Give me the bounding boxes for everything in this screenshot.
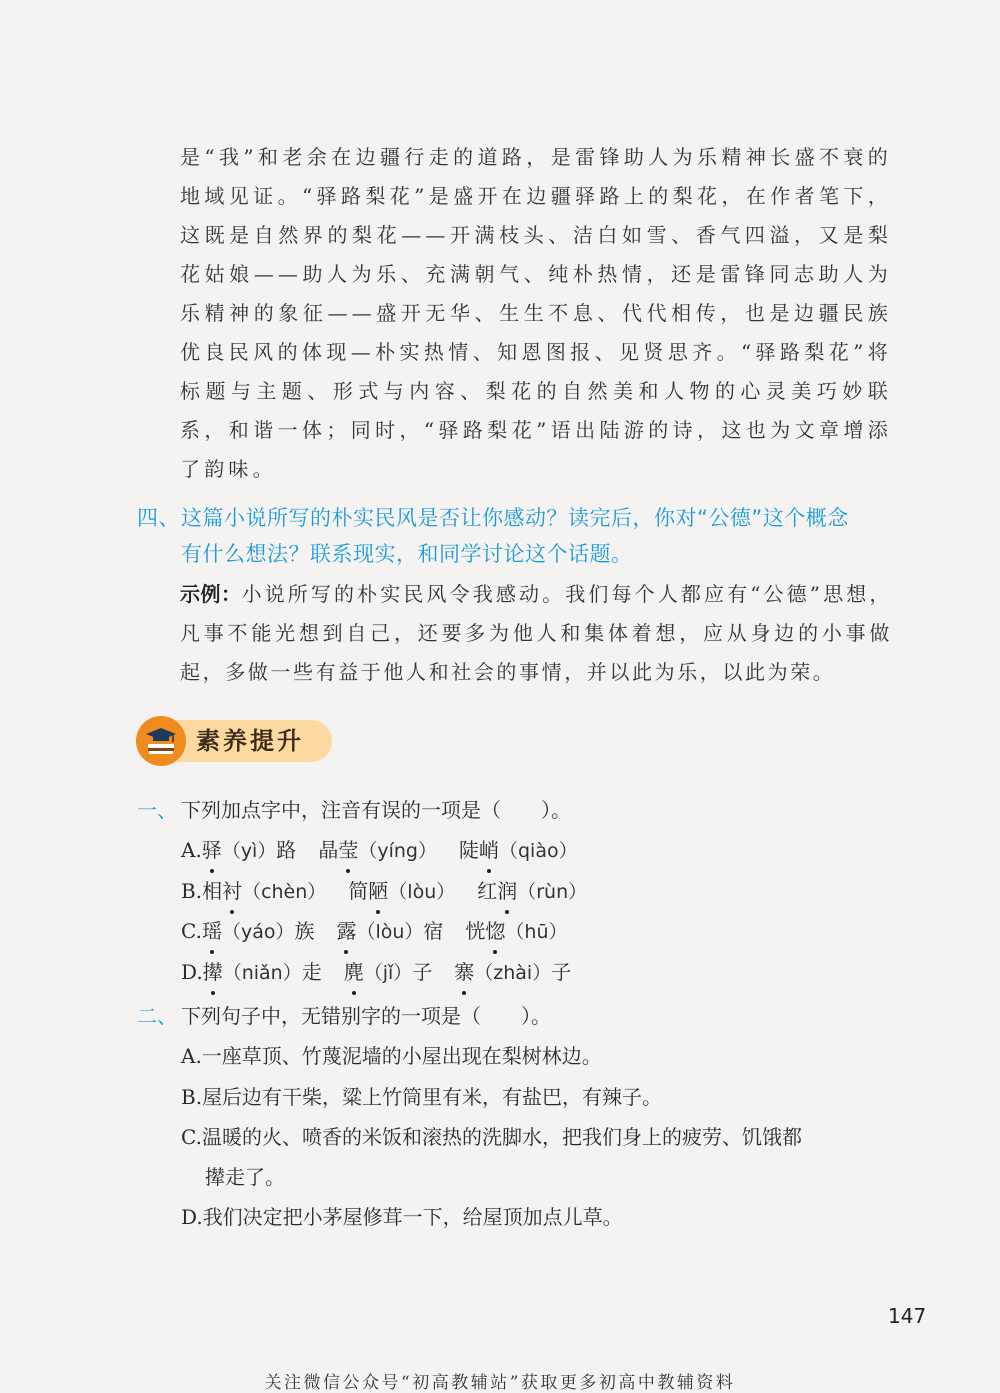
question-2 xyxy=(137,996,907,1238)
question-1-options xyxy=(137,830,907,992)
question-2-options xyxy=(137,1036,907,1238)
option-letter: B. xyxy=(181,878,203,903)
question-1-option xyxy=(137,871,907,912)
option-letter: D. xyxy=(181,1205,203,1229)
question-1-option xyxy=(137,911,907,952)
dotted-character: 露 xyxy=(336,911,356,951)
pinyin: （zhài） xyxy=(474,961,552,984)
question-2-option xyxy=(137,1117,907,1197)
dotted-character: 驿 xyxy=(202,830,222,870)
page-number: 147 xyxy=(888,1304,927,1328)
word-prefix: 相 xyxy=(202,878,223,903)
option-word xyxy=(336,911,443,952)
question-4-line1: 这篇小说所写的朴实民风是否让你感动？读完后，你对“公德”这个概念 xyxy=(181,506,849,530)
word-suffix: 子 xyxy=(412,959,433,984)
question-1-text: 下列加点字中，注音有误的一项是（ ）。 xyxy=(181,798,571,822)
pinyin: （rùn） xyxy=(517,880,588,903)
option-word xyxy=(202,871,326,912)
word-suffix: 走 xyxy=(301,959,322,984)
pinyin: （yáo） xyxy=(221,921,295,943)
pinyin: （niǎn） xyxy=(222,961,302,984)
option-word xyxy=(348,871,455,912)
option-word xyxy=(477,871,587,912)
dotted-character: 撵 xyxy=(203,952,223,992)
dotted-character: 麂 xyxy=(344,952,364,992)
word-prefix: 恍 xyxy=(465,919,486,943)
word-prefix: 简 xyxy=(348,878,369,903)
option-letter: A. xyxy=(181,1044,202,1068)
option-word xyxy=(459,830,578,871)
question-2-option xyxy=(137,1197,907,1238)
question-2-stem xyxy=(137,996,907,1036)
dotted-character: 瑶 xyxy=(202,911,222,951)
option-text: 一座草顶、竹蔑泥墙的小屋出现在梨树林边。 xyxy=(201,1044,602,1068)
option-word xyxy=(344,952,433,993)
word-prefix: 晶 xyxy=(318,838,339,862)
footer-note: 关注微信公众号“初高教辅站”获取更多初高中教辅资料 xyxy=(264,1373,736,1393)
graduation-cap-book-icon xyxy=(145,726,177,756)
word-prefix: 红 xyxy=(477,878,498,903)
section-badge xyxy=(136,716,334,766)
dotted-character: 寨 xyxy=(454,952,474,992)
word-suffix: 宿 xyxy=(423,919,444,943)
option-letter: D. xyxy=(181,959,203,984)
pinyin: （qiào） xyxy=(498,840,578,862)
dotted-character: 润 xyxy=(497,871,517,911)
option-letter: B. xyxy=(181,1084,203,1109)
example-answer xyxy=(180,575,892,692)
option-word xyxy=(318,830,437,871)
question-1 xyxy=(137,790,907,992)
question-4 xyxy=(137,500,907,572)
dotted-character: 惚 xyxy=(485,911,505,951)
option-word xyxy=(202,911,315,952)
option-letter: C. xyxy=(181,919,202,943)
section-badge-circle xyxy=(136,716,186,766)
question-4-number: 四、 xyxy=(137,506,180,530)
question-4-line2: 有什么想法？联系现实，和同学讨论这个话题。 xyxy=(181,542,633,566)
dotted-character: 峭 xyxy=(479,830,499,870)
word-suffix: 子 xyxy=(551,959,572,984)
pinyin: （hū） xyxy=(505,921,568,943)
option-letter: C. xyxy=(181,1125,202,1149)
pinyin: （lòu） xyxy=(388,880,456,903)
word-suffix: 族 xyxy=(294,919,315,943)
option-word xyxy=(465,911,567,952)
dotted-character: 衬 xyxy=(222,871,242,911)
option-text-continued: 撵走了。 xyxy=(205,1165,285,1189)
word-prefix: 陡 xyxy=(458,838,479,862)
question-1-stem xyxy=(137,790,907,830)
question-2-option xyxy=(137,1036,907,1077)
pinyin: （lòu） xyxy=(356,921,424,943)
option-text: 屋后边有干柴，粱上竹筒里有米，有盐巴，有辣子。 xyxy=(202,1084,663,1109)
pinyin: （yì） xyxy=(221,840,277,862)
pinyin: （chèn） xyxy=(242,880,327,903)
option-word xyxy=(454,952,571,993)
option-letter: A. xyxy=(181,838,202,862)
question-2-number: 二、 xyxy=(137,1004,177,1028)
dotted-character: 陋 xyxy=(368,871,388,911)
option-word xyxy=(203,952,322,993)
question-2-text: 下列句子中，无错别字的一项是（ ）。 xyxy=(181,1004,551,1028)
option-word xyxy=(202,830,297,871)
question-1-option xyxy=(137,830,907,871)
dotted-character: 莹 xyxy=(338,830,358,870)
option-text: 温暖的火、喷香的米饭和滚热的洗脚水，把我们身上的疲劳、饥饿都 xyxy=(201,1125,802,1149)
example-text: 小说所写的朴实民风令我感动。我们每个人都应有“公德”思想，凡事不能光想到自己，还要多为他人和集体着想，应从身边的小事做起，多做一些有益于他人和社会的事情，并以此为乐，以此为荣。 xyxy=(180,582,892,684)
word-suffix: 路 xyxy=(276,838,297,862)
pinyin: （yíng） xyxy=(358,840,437,862)
option-text: 我们决定把小茅屋修茸一下，给屋顶加点儿草。 xyxy=(202,1205,623,1229)
answer-paragraph: 是“我”和老余在边疆行走的道路，是雷锋助人为乐精神长盛不衰的地域见证。“驿路梨花”是盛开在边疆驿路上的梨花，在作者笔下，这既是自然界的梨花——开满枝头、洁白如雪、香气四溢，又是梨花姑娘——助人为乐、充满朝气、纯朴热情，还是雷锋同志助人为乐精神的象征——盛开无华、生生不息、代代相传，也是边疆民族优良民风的体现—朴实热情、知恩图报、见贤思齐。“驿路梨花”将标题与主题、形式与内容、梨花的自然美和人物的心灵美巧妙联系，和谐一体；同时，“驿路梨花”语出陆游的诗，这也为文章增添了韵味。 xyxy=(180,145,892,481)
section-badge-title: 素养提升 xyxy=(196,727,304,755)
example-label: 示例： xyxy=(180,582,242,606)
question-1-number: 一、 xyxy=(137,798,177,822)
question-2-option xyxy=(137,1077,907,1118)
pinyin: （jǐ） xyxy=(363,961,413,984)
question-1-option xyxy=(137,952,907,993)
